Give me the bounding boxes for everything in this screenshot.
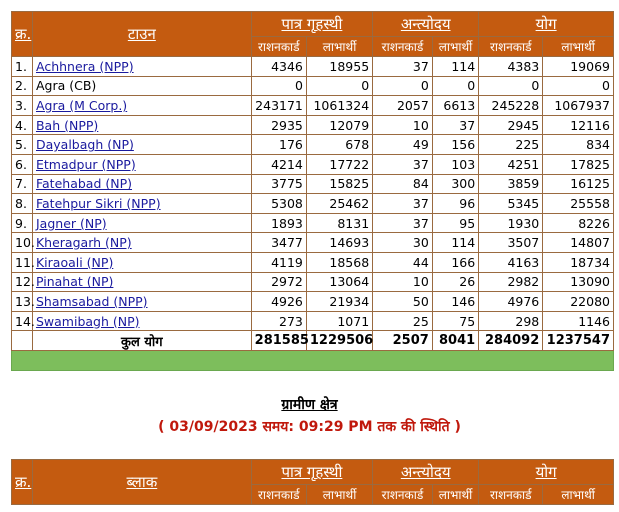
row-serial: 7.	[12, 174, 33, 194]
value-cell: 10	[373, 272, 433, 292]
ration-card-header: राशनकार्ड	[479, 37, 543, 57]
value-cell: 15825	[306, 174, 372, 194]
value-cell: 50	[373, 292, 433, 312]
table-row	[12, 174, 614, 194]
row-serial: 2.	[12, 76, 33, 96]
value-cell: 0	[306, 76, 372, 96]
total-row	[12, 331, 614, 351]
total-group-header: योग	[479, 12, 614, 37]
value-cell: 3859	[479, 174, 543, 194]
value-cell: 4251	[479, 154, 543, 174]
value-cell: 25462	[306, 194, 372, 214]
value-cell: 678	[306, 135, 372, 155]
beneficiaries-header: लाभार्थी	[306, 485, 372, 505]
town-cell	[32, 115, 251, 135]
value-cell: 243171	[251, 96, 306, 116]
value-cell: 37	[373, 154, 433, 174]
row-serial: 6.	[12, 154, 33, 174]
value-cell: 17722	[306, 154, 372, 174]
town-cell	[32, 292, 251, 312]
total-label: कुल योग	[32, 331, 251, 351]
total-group-header: योग	[479, 460, 614, 485]
value-cell: 298	[479, 311, 543, 331]
value-cell: 0	[432, 76, 478, 96]
town-link[interactable]: Shamsabad (NPP)	[35, 293, 148, 309]
value-cell: 12116	[543, 115, 614, 135]
town-link[interactable]: Bah (NPP)	[35, 117, 99, 133]
table-row	[12, 233, 614, 253]
value-cell: 4976	[479, 292, 543, 312]
row-serial: 5.	[12, 135, 33, 155]
block-header: ब्लाक	[32, 460, 251, 505]
value-cell: 300	[432, 174, 478, 194]
value-cell: 1893	[251, 213, 306, 233]
value-cell: 19069	[543, 57, 614, 77]
value-cell: 13090	[543, 272, 614, 292]
value-cell: 0	[373, 76, 433, 96]
eligible-household-header: पात्र गृहस्थी	[251, 460, 372, 485]
ration-card-header: राशनकार्ड	[479, 485, 543, 505]
row-serial: 9.	[12, 213, 33, 233]
green-bar-cell	[12, 350, 614, 370]
town-cell	[32, 57, 251, 77]
value-cell: 834	[543, 135, 614, 155]
row-serial: 12.	[12, 272, 33, 292]
value-cell: 4214	[251, 154, 306, 174]
row-serial: 11.	[12, 252, 33, 272]
value-cell: 3775	[251, 174, 306, 194]
value-cell: 1061324	[306, 96, 372, 116]
town-cell	[32, 154, 251, 174]
value-cell: 166	[432, 252, 478, 272]
value-cell: 18734	[543, 252, 614, 272]
town-cell	[32, 174, 251, 194]
beneficiaries-header: लाभार्थी	[543, 37, 614, 57]
town-link[interactable]: Kheragarh (NP)	[35, 235, 132, 251]
table-row	[12, 154, 614, 174]
town-cell	[32, 135, 251, 155]
sn-header: क्र.	[12, 460, 33, 505]
town-link[interactable]: Kiraoali (NP)	[35, 254, 114, 270]
table-row	[12, 272, 614, 292]
row-serial: 14.	[12, 311, 33, 331]
value-cell: 5345	[479, 194, 543, 214]
table-row	[12, 292, 614, 312]
town-cell	[32, 194, 251, 214]
value-cell: 21934	[306, 292, 372, 312]
town-header: टाउन	[32, 12, 251, 57]
town-cell	[32, 233, 251, 253]
total-value: 1229506	[306, 331, 372, 351]
row-serial: 8.	[12, 194, 33, 214]
value-cell: 3507	[479, 233, 543, 253]
table-row	[12, 96, 614, 116]
town-link[interactable]: Fatehabad (NP)	[35, 176, 133, 192]
beneficiaries-header: लाभार्थी	[306, 37, 372, 57]
town-link[interactable]: Agra (M Corp.)	[35, 97, 128, 113]
value-cell: 4383	[479, 57, 543, 77]
sn-header: क्र.	[12, 12, 33, 57]
row-serial: 10.	[12, 233, 33, 253]
table-row	[12, 57, 614, 77]
rural-table	[11, 459, 614, 505]
total-value: 1237547	[543, 331, 614, 351]
value-cell: 26	[432, 272, 478, 292]
value-cell: 1067937	[543, 96, 614, 116]
row-serial: 13.	[12, 292, 33, 312]
table-row	[12, 76, 614, 96]
value-cell: 14807	[543, 233, 614, 253]
value-cell: 16125	[543, 174, 614, 194]
value-cell: 25558	[543, 194, 614, 214]
row-serial: 3.	[12, 96, 33, 116]
town-cell	[32, 76, 251, 96]
value-cell: 84	[373, 174, 433, 194]
antyodaya-header: अन्त्योदय	[373, 12, 479, 37]
table-row	[12, 135, 614, 155]
town-link[interactable]: Fatehpur Sikri (NPP)	[35, 195, 161, 211]
town-link[interactable]: Pinahat (NP)	[35, 274, 114, 290]
value-cell: 37	[373, 57, 433, 77]
value-cell: 0	[543, 76, 614, 96]
value-cell: 8131	[306, 213, 372, 233]
value-cell: 4346	[251, 57, 306, 77]
value-cell: 18955	[306, 57, 372, 77]
table-row	[12, 311, 614, 331]
value-cell: 18568	[306, 252, 372, 272]
beneficiaries-header: लाभार्थी	[432, 485, 478, 505]
value-cell: 114	[432, 57, 478, 77]
value-cell: 1071	[306, 311, 372, 331]
town-cell	[32, 96, 251, 116]
value-cell: 4926	[251, 292, 306, 312]
town-link[interactable]: Swamibagh (NP)	[35, 313, 140, 329]
ration-card-header: राशनकार्ड	[373, 37, 433, 57]
value-cell: 30	[373, 233, 433, 253]
value-cell: 2982	[479, 272, 543, 292]
beneficiaries-header: लाभार्थी	[543, 485, 614, 505]
antyodaya-header: अन्त्योदय	[373, 460, 479, 485]
row-serial: 4.	[12, 115, 33, 135]
value-cell: 8226	[543, 213, 614, 233]
town-link[interactable]: Jagner (NP)	[35, 215, 107, 231]
row-serial: 1.	[12, 57, 33, 77]
value-cell: 225	[479, 135, 543, 155]
value-cell: 4163	[479, 252, 543, 272]
value-cell: 6613	[432, 96, 478, 116]
table-row	[12, 115, 614, 135]
value-cell: 37	[432, 115, 478, 135]
total-value: 8041	[432, 331, 478, 351]
value-cell: 44	[373, 252, 433, 272]
value-cell: 17825	[543, 154, 614, 174]
value-cell: 5308	[251, 194, 306, 214]
value-cell: 12079	[306, 115, 372, 135]
total-value: 2507	[373, 331, 433, 351]
town-cell	[32, 311, 251, 331]
value-cell: 114	[432, 233, 478, 253]
value-cell: 2945	[479, 115, 543, 135]
value-cell: 37	[373, 213, 433, 233]
town-cell	[32, 272, 251, 292]
value-cell: 146	[432, 292, 478, 312]
urban-table	[11, 11, 614, 371]
value-cell: 0	[251, 76, 306, 96]
eligible-household-header: पात्र गृहस्थी	[251, 12, 372, 37]
ration-card-header: राशनकार्ड	[373, 485, 433, 505]
green-bar	[12, 350, 614, 370]
value-cell: 10	[373, 115, 433, 135]
status-timestamp: ( 03/09/2023 समय: 09:29 PM तक की स्थिति )	[158, 419, 461, 435]
ration-card-header: राशनकार्ड	[251, 37, 306, 57]
total-value: 281585	[251, 331, 306, 351]
town-cell	[32, 213, 251, 233]
value-cell: 103	[432, 154, 478, 174]
table-row	[12, 194, 614, 214]
town-link[interactable]: Dayalbagh (NP)	[35, 137, 134, 153]
rural-section-title: ग्रामीण क्षेत्र	[281, 397, 338, 413]
town-cell	[32, 252, 251, 272]
value-cell: 25	[373, 311, 433, 331]
value-cell: 37	[373, 194, 433, 214]
value-cell: 4119	[251, 252, 306, 272]
ration-card-header: राशनकार्ड	[251, 485, 306, 505]
value-cell: 156	[432, 135, 478, 155]
value-cell: 0	[479, 76, 543, 96]
value-cell: 49	[373, 135, 433, 155]
table-row	[12, 252, 614, 272]
table-row	[12, 213, 614, 233]
value-cell: 3477	[251, 233, 306, 253]
value-cell: 95	[432, 213, 478, 233]
value-cell: 273	[251, 311, 306, 331]
value-cell: 2972	[251, 272, 306, 292]
blank-cell	[12, 331, 33, 351]
value-cell: 22080	[543, 292, 614, 312]
value-cell: 1930	[479, 213, 543, 233]
value-cell: 2057	[373, 96, 433, 116]
town-label: Agra (CB)	[35, 78, 97, 94]
value-cell: 176	[251, 135, 306, 155]
value-cell: 2935	[251, 115, 306, 135]
town-link[interactable]: Etmadpur (NPP)	[35, 156, 136, 172]
town-link[interactable]: Achhnera (NPP)	[35, 58, 134, 74]
beneficiaries-header: लाभार्थी	[432, 37, 478, 57]
total-value: 284092	[479, 331, 543, 351]
value-cell: 245228	[479, 96, 543, 116]
value-cell: 75	[432, 311, 478, 331]
value-cell: 13064	[306, 272, 372, 292]
value-cell: 14693	[306, 233, 372, 253]
value-cell: 96	[432, 194, 478, 214]
value-cell: 1146	[543, 311, 614, 331]
